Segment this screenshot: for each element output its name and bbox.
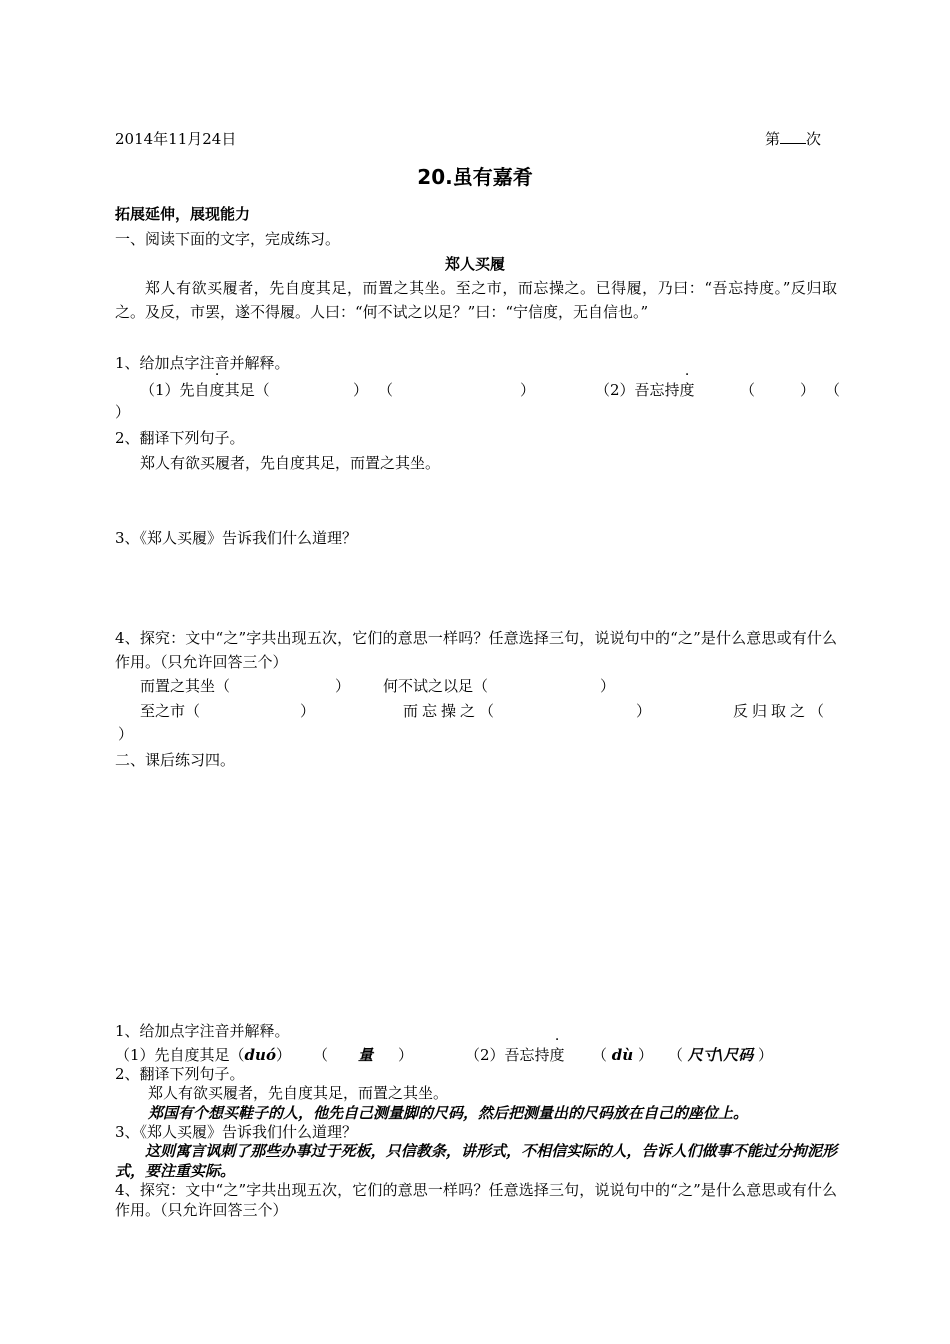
q2-sentence: 郑人有欲买履者，先自度其足，而置之其坐。 bbox=[140, 454, 441, 472]
ans-q3-answer: 这则寓言讽刺了那些办事过于死板，只信教条，讲形式，不相信实际的人，告诉人们做事不能过分拘泥形式，要注重实际。 bbox=[115, 1142, 837, 1180]
q2-label: 2、翻译下列句子。 bbox=[115, 429, 245, 447]
q1-item2: （2）吾忘持度 bbox=[595, 381, 695, 399]
q1-paren-open-2: （ bbox=[378, 381, 394, 399]
q4-item-2: 何不试之以足（ bbox=[383, 677, 489, 695]
ans-a1-meaning: 量 bbox=[358, 1046, 374, 1064]
ans-q2-sentence: 郑人有欲买履者，先自度其足，而置之其坐。 bbox=[148, 1084, 449, 1102]
ans-a1-pinyin: duó bbox=[244, 1046, 276, 1064]
q4-paren-close-5: ） bbox=[118, 725, 134, 743]
ans-a2-pinyin: dù bbox=[611, 1046, 634, 1064]
ans-a2: （2）吾忘持度 bbox=[465, 1046, 565, 1064]
ans-a1: （1）先自度其足（duó） bbox=[115, 1046, 291, 1064]
count-suffix: 次 bbox=[806, 130, 822, 148]
ans-q2-label: 2、翻译下列句子。 bbox=[115, 1065, 245, 1083]
ans-q3-label: 3、《郑人买履》告诉我们什么道理？ bbox=[115, 1123, 358, 1141]
q1-paren-close-4: ） bbox=[115, 403, 131, 421]
q4-paren-close-1: ） bbox=[335, 677, 351, 695]
q4-item-3: 至之市（ bbox=[140, 702, 201, 720]
dotted-char: 度 bbox=[549, 1046, 565, 1064]
ans-a2-pinyin-wrap: （ dù ） bbox=[592, 1046, 653, 1064]
q3-label: 3、《郑人买履》告诉我们什么道理？ bbox=[115, 529, 358, 547]
ans-q1-label: 1、给加点字注音并解释。 bbox=[115, 1022, 290, 1040]
q4-item-4: 而忘操之（ bbox=[403, 702, 499, 720]
section-heading: 拓展延伸，展现能力 bbox=[115, 205, 251, 223]
q1-paren-close-1: ） bbox=[353, 381, 369, 399]
dotted-char: 度 bbox=[209, 381, 225, 399]
part1-intro: 一、阅读下面的文字，完成练习。 bbox=[115, 230, 341, 248]
ans-q2-answer: 郑国有个想买鞋子的人，他先自己测量脚的尺码，然后把测量出的尺码放在自己的座位上。 bbox=[148, 1104, 749, 1122]
ans-a1-meaning-close: ） bbox=[398, 1046, 414, 1064]
q1-paren-close-3: ） bbox=[800, 381, 816, 399]
ans-q4-text: 4、探究：文中“之”字共出现五次，它们的意思一样吗？任意选择三句，说说句中的“之”是什么意思或有什么作用。（只允许回答三个） bbox=[115, 1181, 837, 1219]
ans-a1-meaning-open: （ bbox=[313, 1046, 329, 1064]
q4-item-1: 而置之其坐（ bbox=[140, 677, 231, 695]
ans-a2-meaning: 尺寸\尺码 bbox=[687, 1046, 754, 1064]
attempt-count bbox=[765, 129, 821, 149]
ans-a2-meaning-wrap: （ 尺寸\尺码 ） bbox=[668, 1046, 774, 1064]
q4-paren-close-2: ） bbox=[600, 677, 616, 695]
passage-text: 郑人有欲买履者，先自度其足，而置之其坐。至之市，而忘操之。已得履，乃曰：“吾忘持度。”反归取之。及反，市罢，遂不得履。人曰：“何不试之以足？”曰：“宁信度，无自信也。” bbox=[115, 279, 837, 321]
q4-paren-close-3: ） bbox=[300, 702, 316, 720]
count-prefix: 第 bbox=[765, 130, 781, 148]
q4-text: 4、探究：文中“之”字共出现五次，它们的意思一样吗？任意选择三句，说说句中的“之”是什么意思或有什么作用。（只允许回答三个） bbox=[115, 629, 837, 671]
q1-paren-open-3: （ bbox=[740, 381, 756, 399]
passage-title: 郑人买履 bbox=[444, 255, 505, 273]
q1-label: 1、给加点字注音并解释。 bbox=[115, 354, 290, 372]
q4-item-5: 反归取之（ bbox=[733, 702, 829, 720]
dotted-char: 度 bbox=[679, 381, 695, 399]
date: 2014年11月24日 bbox=[115, 130, 237, 148]
q4-paren-close-4: ） bbox=[636, 702, 652, 720]
page-title: 20.虽有嘉肴 bbox=[417, 165, 533, 189]
count-blank bbox=[780, 129, 806, 144]
q1-paren-open-4: （ bbox=[825, 381, 841, 399]
part2: 二、课后练习四。 bbox=[115, 751, 236, 769]
q1-paren-close-2: ） bbox=[520, 381, 536, 399]
q1-item1: （1）先自度其足（ bbox=[140, 381, 270, 399]
